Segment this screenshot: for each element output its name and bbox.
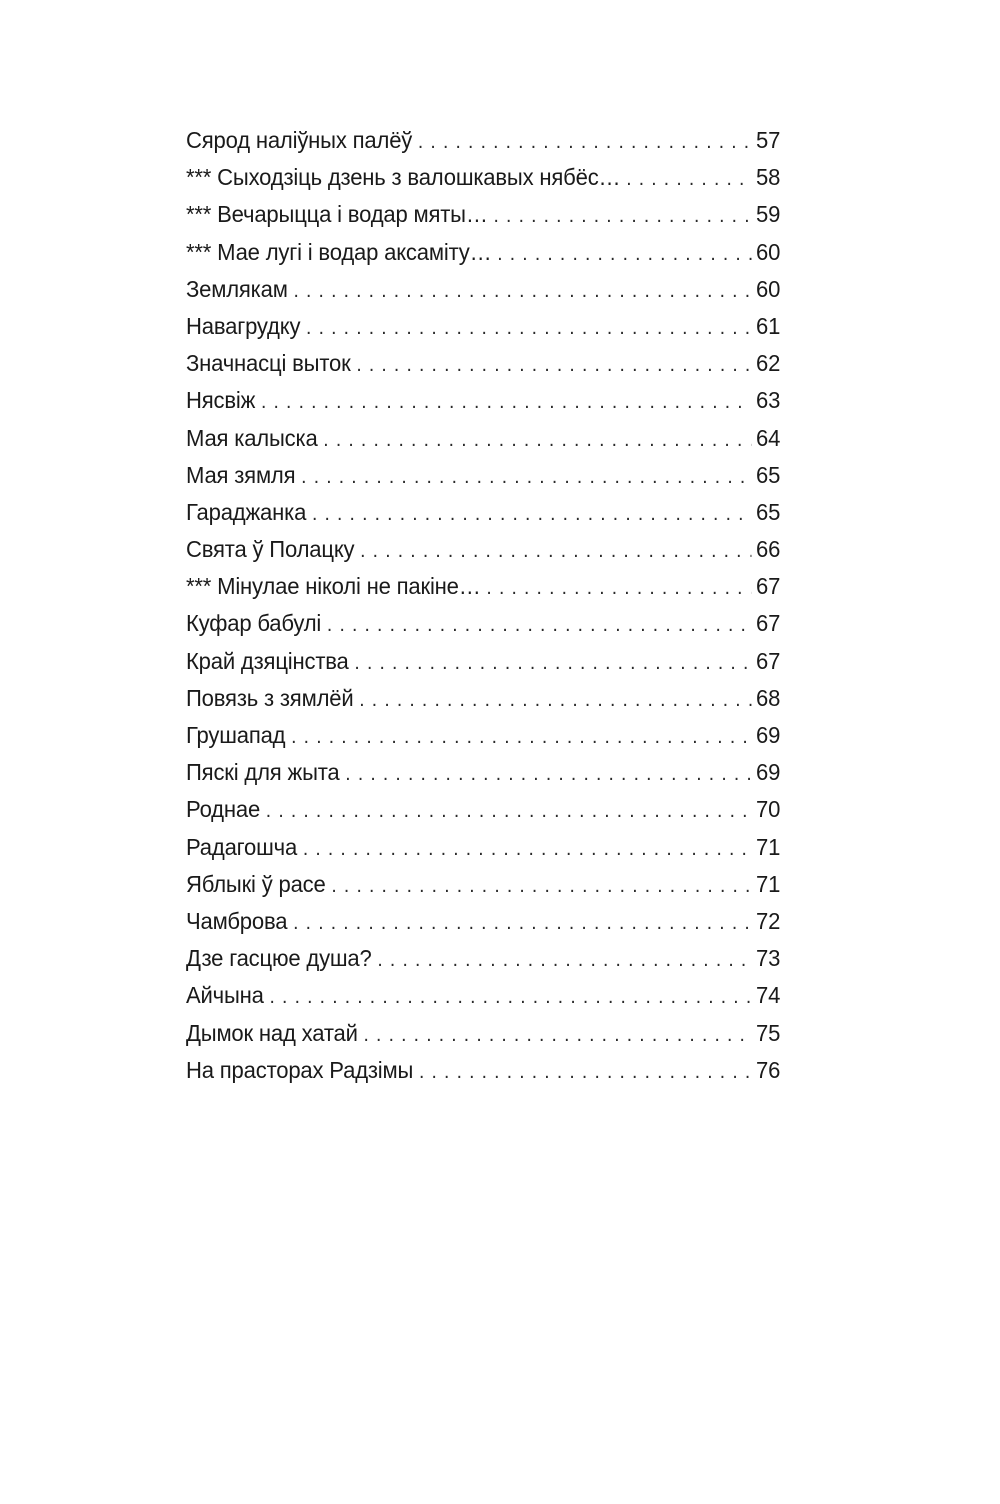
dot-leader <box>327 607 751 644</box>
toc-entry <box>186 903 780 940</box>
toc-entry-page: 57 <box>756 127 781 153</box>
dot-leader <box>626 161 751 198</box>
dot-leader <box>494 198 752 235</box>
toc-entry-title: На прасторах Радзімы <box>186 1056 414 1083</box>
dot-leader <box>312 496 751 533</box>
toc-entry-page: 71 <box>756 870 781 897</box>
toc-entry-page: 69 <box>756 722 781 748</box>
dot-leader <box>497 236 751 273</box>
toc-entry-page: 68 <box>756 684 781 711</box>
toc-entry <box>186 345 780 382</box>
dot-leader <box>293 273 751 310</box>
toc-entry-page: 65 <box>756 498 781 525</box>
toc-entry-title: Нясвіж <box>186 387 256 414</box>
dot-leader <box>418 124 751 161</box>
toc-entry <box>186 308 780 345</box>
dot-leader <box>270 979 752 1016</box>
toc-entry-title: Яблыкі ў расе <box>186 870 326 897</box>
toc-entry <box>186 234 780 271</box>
toc-entry-page: 71 <box>756 833 781 860</box>
dot-leader <box>261 384 751 421</box>
dot-leader <box>345 756 751 793</box>
toc-entry <box>186 196 780 233</box>
toc-entry-title: Грушапад <box>186 722 286 748</box>
toc-entry-page: 73 <box>756 945 781 972</box>
toc-entry <box>186 643 780 680</box>
toc-entry <box>186 829 780 866</box>
dot-leader <box>303 831 752 868</box>
dot-leader <box>306 310 751 347</box>
toc-entry <box>186 382 780 419</box>
toc-entry <box>186 568 780 605</box>
toc-entry-page: 66 <box>756 536 781 563</box>
dot-leader <box>293 905 751 942</box>
toc-entry-title: Край дзяцінства <box>186 647 349 674</box>
toc-entry-title: Гараджанка <box>186 498 307 525</box>
toc-entry-title: Чамброва <box>186 907 288 934</box>
toc-entry-page: 60 <box>756 275 781 302</box>
dot-leader <box>266 793 752 830</box>
toc-entry-title: Куфар бабулі <box>186 610 322 637</box>
toc-entry <box>186 457 780 494</box>
dot-leader <box>359 682 751 719</box>
toc-entry <box>186 791 780 828</box>
toc-entry-title: Сярод наліўных палёў <box>186 127 413 153</box>
dot-leader <box>323 422 751 459</box>
dot-leader <box>331 868 751 905</box>
toc-entry-page: 62 <box>756 350 781 377</box>
dot-leader <box>377 942 751 979</box>
toc-entry-title: *** Мінулае ніколі не пакіне… <box>186 573 481 600</box>
toc-entry-page: 65 <box>756 461 781 488</box>
toc-entry-page: 58 <box>756 164 781 191</box>
toc-entry-page: 69 <box>756 759 781 786</box>
toc-entry-page: 74 <box>756 982 781 1009</box>
dot-leader <box>486 570 751 607</box>
toc-entry-title: Повязь з зямлёй <box>186 684 354 711</box>
toc-entry-page: 59 <box>756 201 781 228</box>
toc-entry-title: Пяскі для жыта <box>186 759 340 786</box>
toc-entry <box>186 531 780 568</box>
toc-entry <box>186 680 780 717</box>
toc-entry-page: 72 <box>756 907 781 934</box>
toc-entry-title: Дымок над хатай <box>186 1019 358 1046</box>
dot-leader <box>360 533 751 570</box>
toc-entry-title: Значнасці выток <box>186 350 351 377</box>
toc-entry-page: 67 <box>756 610 781 637</box>
toc-entry <box>186 122 780 159</box>
toc-entry <box>186 605 780 642</box>
toc-entry-page: 70 <box>756 796 781 823</box>
toc-entry-page: 61 <box>756 312 781 339</box>
toc-entry-title: *** Сыходзіць дзень з валошкавых нябёс… <box>186 164 621 191</box>
dot-leader <box>419 1054 751 1091</box>
toc-entry <box>186 1015 780 1052</box>
toc-entry <box>186 1052 780 1089</box>
toc-entry-title: Радагошча <box>186 833 298 860</box>
toc-entry-page: 60 <box>756 238 781 265</box>
toc-entry <box>186 754 780 791</box>
dot-leader <box>291 719 751 756</box>
toc-entry <box>186 977 780 1014</box>
toc-entry-page: 67 <box>756 573 781 600</box>
toc-entry-title: Роднае <box>186 796 261 823</box>
toc-entry-title: Навагрудку <box>186 312 301 339</box>
toc-entry-page: 63 <box>756 387 781 414</box>
toc-entry-title: *** Мае лугі і водар аксаміту… <box>186 238 492 265</box>
toc-entry-title: *** Вечарыцца і водар мяты… <box>186 201 488 228</box>
table-of-contents <box>186 122 780 1089</box>
toc-entry-title: Мая калыска <box>186 424 318 451</box>
toc-entry-page: 67 <box>756 647 781 674</box>
dot-leader <box>301 459 751 496</box>
toc-entry-page: 75 <box>756 1019 781 1046</box>
toc-entry-page: 76 <box>756 1056 781 1083</box>
toc-entry-page: 64 <box>756 424 781 451</box>
toc-entry-title: Мая зямля <box>186 461 296 488</box>
toc-entry <box>186 494 780 531</box>
toc-entry <box>186 420 780 457</box>
toc-entry <box>186 271 780 308</box>
dot-leader <box>354 645 751 682</box>
toc-entry <box>186 159 780 196</box>
toc-entry-title: Айчына <box>186 982 264 1009</box>
toc-entry <box>186 717 780 754</box>
toc-entry-title: Дзе гасцюе душа? <box>186 945 372 972</box>
dot-leader <box>364 1017 752 1054</box>
toc-entry <box>186 940 780 977</box>
toc-entry-title: Свята ў Полацку <box>186 536 355 563</box>
toc-entry-title: Землякам <box>186 275 288 302</box>
toc-entry <box>186 866 780 903</box>
dot-leader <box>356 347 751 384</box>
